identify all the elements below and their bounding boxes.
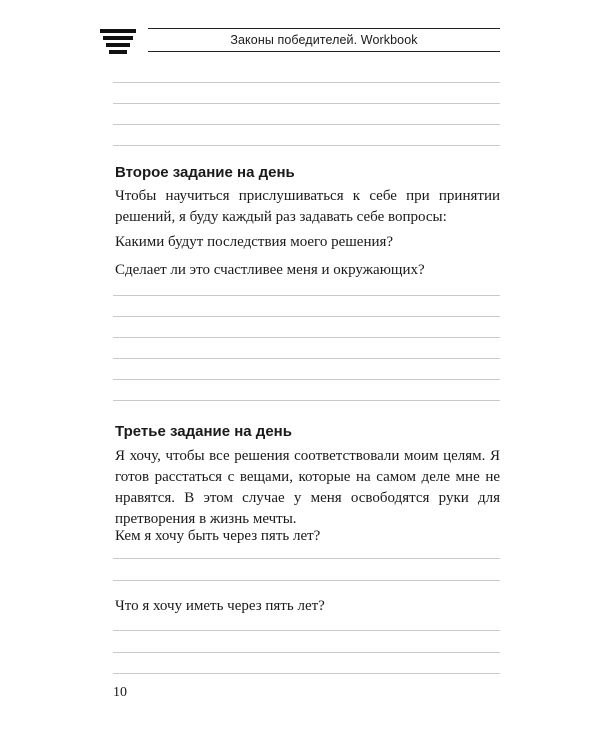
section3-question2: Что я хочу иметь через пять лет? xyxy=(115,598,325,614)
writing-line xyxy=(113,580,500,581)
header-rule-top xyxy=(148,28,500,29)
section3-question1: Кем я хочу быть через пять лет? xyxy=(115,528,321,544)
section3-heading: Третье задание на день xyxy=(115,423,292,440)
writing-line xyxy=(113,145,500,146)
writing-line xyxy=(113,630,500,631)
writing-line xyxy=(113,295,500,296)
writing-line xyxy=(113,358,500,359)
section2-intro: Чтобы научиться прислушиваться к себе при принятии решений, я буду каждый раз задавать себе вопросы: xyxy=(115,188,500,225)
writing-line xyxy=(113,379,500,380)
writing-line xyxy=(113,316,500,317)
writing-line xyxy=(113,103,500,104)
section2-question2: Сделает ли это счастливее меня и окружающих? xyxy=(115,262,425,278)
writing-line xyxy=(113,673,500,674)
section2-question1: Какими будут последствия моего решения? xyxy=(115,234,394,250)
writing-line xyxy=(113,652,500,653)
page-number: 10 xyxy=(113,685,127,700)
section2-heading: Второе задание на день xyxy=(115,164,295,181)
header-rule-bottom xyxy=(148,51,500,52)
writing-line xyxy=(113,82,500,83)
writing-line xyxy=(113,124,500,125)
writing-line xyxy=(113,558,500,559)
writing-line xyxy=(113,337,500,338)
writing-line xyxy=(113,400,500,401)
running-head: Законы победителей. Workbook xyxy=(230,33,418,47)
publisher-logo-icon xyxy=(100,29,136,55)
section3-intro: Я хочу, чтобы все решения соответствовали моим целям. Я готов расстаться с вещами, которые на самом деле мне не нравятся. В этом случае у меня освободятся руки для претворения в жизнь мечты. xyxy=(115,448,500,527)
